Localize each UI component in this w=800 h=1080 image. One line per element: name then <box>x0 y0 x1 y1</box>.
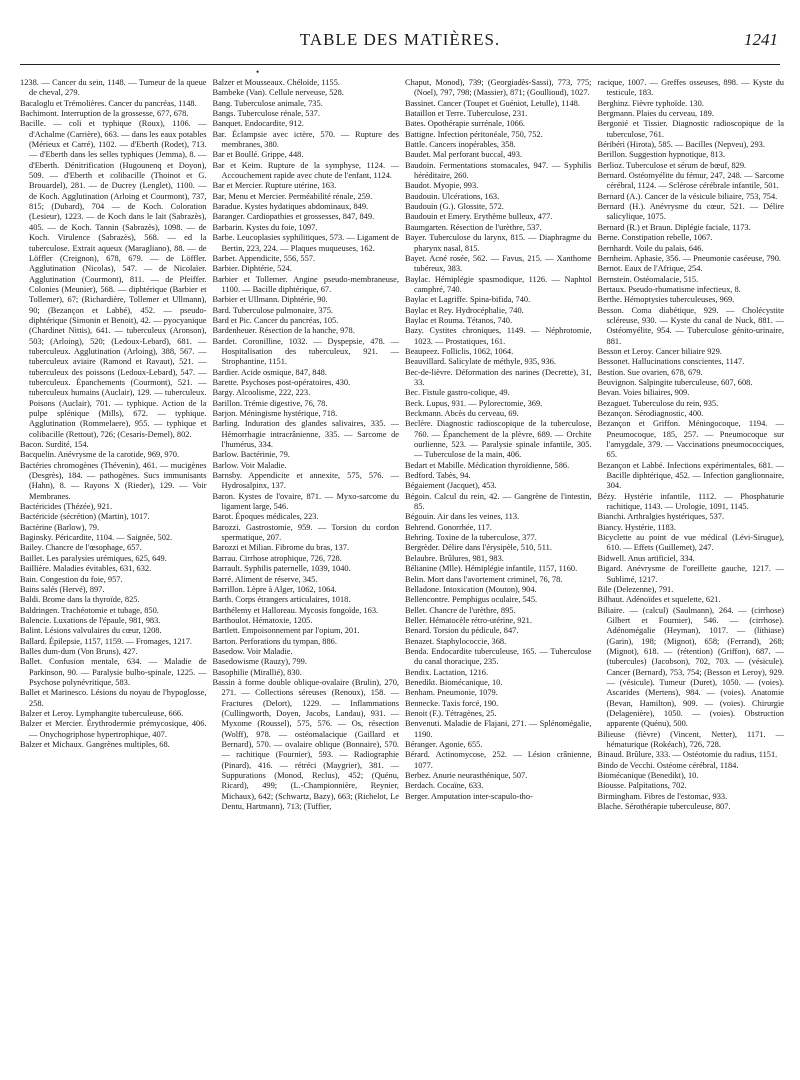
index-entry: Bard et Pic. Cancer du pancréas, 105. <box>212 315 339 325</box>
index-entry: Bacon. Surdité, 154. <box>20 440 89 450</box>
index-entry: Bacille. — coli et typhique (Roux), 1106. — d'Achalme (Carrière), 663. — dans les eaux potables (Mérieux et Carré), 1102. — d'Eberth (Rodet), 713. — d'Eberth dans les selles typhiques (Jemma), 8. — d'Eberth. Dénitrification (Hugounenq et Doyon), 509. — d'Eberth et colibacille (Thoinot et G. Brouardel), 281. — de Ducrey (Lenglet), 1100. — de Koch. Agglutination (Arloing et Courmont), 737, 815; (Dubard), 704 — de Koch. Coloration (Lesieur), 1223. — de Koch dans le lait (Sabrazès), 405. — de Koch. Tannin (Sabrazès), 1098. — de Koch. Virulence (Sabrazès), 568. — ed la tuberculose. Extrait aqueux (Maragliano), 88. — de Löffler (Creignon), 678, 679. — de Löffler. Agglutination (Nicolas), 547. — de Nicolaïer. Agglutination (Courmont), 811. — de Pfeiffer. Colonies (Meunier), 568. — diphtérique (Barbier et Tollemer), 67; (Richardière, Tollemer et Ullmann), 90; (Bezançon et Labbé), 452. — pseudo-diphtérique (Simonin et Benoit), 42. — pyocyanique (Chardinet Nittis), 641. — tuberculeux (Aronson), 503; (Arloing), 520; (Ledoux-Lebard), 681. — tuberculeux. Agglutination (Arloing), 388, 567. — tuberculeux aviaire (Ramond et Ravaut), 521. — tuberculeux des poissons (Ledoux-Lebard), 547. — tuberculeux. Épanchements (Courmont), 521. — tuberculeux humains (Auclair), 129. — tuberculeux. Poisons (Auclair), 701. — typhique. Action de la pulpe splénique (Mills), 672. — typhique. Agglutination (Rommelaere), 955. — typhique et colibacille (Rettout), 726; (Cesaris-Demel), 802. <box>20 119 207 439</box>
index-entry: 1238. — Cancer du sein, 1148. — Tumeur de la queue de cheval, 279. <box>20 78 207 98</box>
index-column-1 <box>20 78 207 1073</box>
index-entry: Bélianine (Mlle). Hémiplégie infantile, 1157, 1160. <box>405 564 578 574</box>
index-entry: Behring. Toxine de la tuberculose, 377. <box>405 533 537 543</box>
index-entry: Binaud. Brûlure, 333. — Ostéotomie du radius, 1151. <box>597 750 778 760</box>
index-entry: Bernstein. Ostéomalacie, 515. <box>597 274 699 284</box>
index-entry: Bérard. Actinomycose, 252. — Lésion crânienne, 1077. <box>405 750 592 770</box>
index-entry: Bar. Éclampsie avec ictère, 570. — Rupture des membranes, 380. <box>212 129 399 150</box>
index-entry: Benazet. Staphylococcie, 368. <box>405 636 507 646</box>
index-entry: Belin. Mort dans l'avortement criminel, 76, 78. <box>405 574 563 584</box>
index-entry: Bargy. Alcoolisme, 222, 223. <box>212 388 311 398</box>
page-number: 1241 <box>744 30 778 49</box>
index-entry: Bedford. Tabès, 94. <box>405 471 471 481</box>
index-entry: Beller. Hématocèle rétro-utérine, 921. <box>405 615 532 625</box>
index-entry: Benvenuti. Maladie de Flajani, 271. — Splénomégalie, 1190. <box>405 719 592 739</box>
index-entry: Bar et Mercier. Rupture utérine, 163. <box>212 181 337 191</box>
index-entry: Bailey. Chancre de l'œsophage, 657. <box>20 543 142 553</box>
index-entry: Biomécanique (Benedikt), 10. <box>597 771 699 781</box>
index-entry: Barthélemy et Halloreau. Mycosis fongoïde, 163. <box>212 605 379 615</box>
index-entry: Baradue. Kystes hydatiques abdominaux, 849. <box>212 202 369 212</box>
index-entry: Bataillon et Terre. Tuberculose, 231. <box>405 109 528 119</box>
index-entry: Béranger. Agonie, 655. <box>405 740 483 749</box>
index-entry: Barthoulot. Hématoxie, 1205. <box>212 615 313 625</box>
index-entry: Bertaux. Pseudo-rhumatisme infectieux, 8. <box>597 284 741 294</box>
index-entry: Bernheim. Aphasie, 356. — Pneumonie caséeuse, 790. <box>597 253 782 263</box>
index-entry: Bendix. Lactation, 1216. <box>405 667 489 677</box>
index-entry: Barbier. Diphtérie, 524. <box>212 264 292 274</box>
index-entry: Baudet. Mal perforant buccal, 493. <box>405 150 522 160</box>
index-entry: Berdach. Cocaïne, 633. <box>405 781 484 791</box>
index-entry: Bernhardt. Voile du palais, 646. <box>597 243 704 253</box>
index-entry: Basedowisme (Rauzy), 799. <box>212 657 307 667</box>
index-entry: Bellencontre. Pemphigus oculaire, 545. <box>405 595 538 605</box>
index-entry: Balzer et Mercier. Érythrodermie prémycosique, 406. — Onychogriphose hypertrophique, 407. <box>20 719 207 739</box>
index-entry: Ballet et Marinesco. Lésions du noyau de l'hypoglosse, 258. <box>20 688 207 708</box>
index-entry: Bile (Delezenne), 791. <box>597 584 674 594</box>
index-entry: Berbez. Anurie neurasthénique, 507. <box>405 771 528 781</box>
index-entry: Bézy. Hystérie infantile, 1112. — Phosphaturie rachitique, 1143. — Urologie, 1091, 1145. <box>597 491 784 512</box>
index-entry: Bezançon et Labbé. Infections expérimentales, 681. — Bacille diphtérique, 452. — Infection ganglionnaire, 304. <box>597 460 784 491</box>
index-entry: Bianchi. Arthralgies hystériques, 537. <box>597 512 725 522</box>
index-entry: Barrillon. Lèpre à Alger, 1062, 1064. <box>212 584 337 594</box>
index-entry: Bayer. Tuberculose du larynx, 815. — Diaphragme du pharynx nasal, 815. <box>405 233 592 253</box>
index-entry: Bessonet. Hallucinations conscientes, 1147. <box>597 357 745 367</box>
index-entry: Bangs. Tuberculose rénale, 537. <box>212 109 320 119</box>
index-entry: Bezaguet. Tuberculose du rein, 935. <box>597 398 719 408</box>
index-entry: Bernot. Eaux de l'Afrique, 254. <box>597 264 703 274</box>
index-entry: Beck. Lupus, 931. — Pylorectomie, 369. <box>405 398 543 408</box>
index-entry: Bernard (H.). Anévrysme du cœur, 521. — Délire salicylique, 1075. <box>597 202 784 222</box>
index-entry: Beaupeez. Folliclis, 1062, 1064. <box>405 346 514 356</box>
index-entry: Barbarin. Kystes du foie, 1097. <box>212 222 318 232</box>
index-entry: Bilieuse (fièvre) (Vincent, Netter), 1171. — hématurique (Rokéach), 726, 728. <box>597 729 784 749</box>
index-entry: racique, 1007. — Greffes osseuses, 898. — Kyste du testicule, 183. <box>597 78 784 98</box>
index-entry: Bardenheuer. Résection de la hanche, 978. <box>212 326 355 336</box>
index-entry: Bardet. Coronilline, 1032. — Dyspepsie, 478. — Hospitalisation des tuberculeux, 921. — Strophantine, 1151. <box>212 336 399 367</box>
index-entry: Baylac. Hémiplégie spasmodique, 1126. — Naphtol camphré, 740. <box>405 274 592 294</box>
index-entry: Berghinz. Fièvre typhoïde. 130. <box>597 98 704 108</box>
index-entry: Baudouin. Ulcérations, 163. <box>405 191 500 201</box>
index-entry: Bazy. Cystites chroniques, 1149. — Néphrotomie, 1023. — Prostatiques, 161. <box>405 326 592 346</box>
index-entry: Barbier et Tollemer. Angine pseudo-membraneuse, 1100. — Bacille diphtérique, 67. <box>212 274 399 294</box>
index-entry: Bactéricides (Thézée), 921. <box>20 502 113 512</box>
index-entry: Bernard. Ostéomyélite du fémur, 247, 248. — Sarcome cérébral, 1124. — Sclérose cérébrale infantile, 501. <box>597 171 784 191</box>
index-entry: Barling. Induration des glandes salivaires, 335. — Hémorrhagie intracrânienne, 335. — Sarcome de l'humérus, 334. <box>212 419 399 450</box>
index-entry: Bactéries chromogènes (Thévenin), 461. — mucigènes (Desgrès), 184. — pathogènes. Sucs immunisants (Hahn), 8. — Rayons X (Rieder), 129. — Voir Membranes. <box>20 460 207 501</box>
index-entry: Bard. Tuberculose pulmonaire, 375. <box>212 305 333 315</box>
index-entry: Benham. Pneumonie, 1079. <box>405 688 498 698</box>
index-entry: Bain. Congestion du foie, 957. <box>20 574 123 584</box>
index-entry: Baylac et Lagriffe. Spina-bifida, 740. <box>405 295 531 305</box>
index-entry: Berthe. Hémoptysies tuberculeuses, 969. <box>597 295 735 305</box>
index-entry: Bactéricide (sécrétion) (Martin), 1017. <box>20 512 150 522</box>
index-column-3 <box>405 78 592 1073</box>
index-entry: Bevan. Voies biliaires, 909. <box>597 388 690 398</box>
index-entry: Benoit (F.). Tétragènes, 25. <box>405 708 497 718</box>
index-entry: Baudouin et Emery. Erythème bulleux, 477. <box>405 212 553 222</box>
index-entry: Bégoin. Calcul du rein, 42. — Gangrène de l'intestin, 85. <box>405 491 592 512</box>
index-entry: Bec. Fistule gastro-colique, 49. <box>405 388 510 398</box>
index-entry: Bilhaut. Adénoïdes et squelette, 621. <box>597 595 721 605</box>
index-entry: Barot. Époques médicales, 223. <box>212 512 319 522</box>
index-entry: Beuvignon. Salpingite tuberculeuse, 607, 608. <box>597 377 753 387</box>
index-entry: Barette. Psychoses post-opératoires, 430. <box>212 377 351 387</box>
index-entry: Bestion. Sue ovarien, 678, 679. <box>597 367 703 377</box>
index-entry: Bates. Opothérapie surrénale, 1066. <box>405 119 526 129</box>
index-entry: Bambeke (Van). Cellule nerveuse, 528. <box>212 88 344 98</box>
index-entry: Baudouin (G.). Glossite, 572. <box>405 202 504 212</box>
index-entry: Bezançon et Griffon. Méningocoque, 1194. — Pneumocoque, 185, 257. — Pneumocoque sur l'amygdale, 379. — Vaccinations pneumococciques, 65. <box>597 419 784 460</box>
index-entry: Behrend. Gonorrhée, 117. <box>405 522 492 532</box>
index-entry: Barjon. Méningisme hystérique, 718. <box>212 409 338 418</box>
index-entry: Bedart et Mabille. Médication thyroïdienne, 586. <box>405 460 570 470</box>
index-entry: Bégouin. Air dans les veines, 113. <box>405 512 520 522</box>
index-entry: Bayet. Acné rosée, 562. — Favus, 215. — Xanthome tubéreux, 383. <box>405 253 592 274</box>
index-entry: Barnsby. Appendicite et annexite, 575, 576. — Hydrosalpinx, 137. <box>212 471 399 491</box>
index-entry: Beckmann. Abcès du cerveau, 69. <box>405 409 519 418</box>
index-entry: Barillon. Trémie digestive, 76, 78. <box>212 398 328 408</box>
index-entry: Biancy. Hystérie, 1183. <box>597 522 676 532</box>
index-entry: Bezançon. Sérodiagnostic, 400. <box>597 409 704 418</box>
index-entry: Chaput, Monod), 739; (Georgiadès-Sassi), 773, 775; (Noel), 797, 798; (Massier), 871; (Goullioud), 1027. <box>405 78 592 98</box>
index-entry: Baginsky. Péricardite, 1104. — Saignée, 502. <box>20 533 173 543</box>
index-entry: Bindo de Vecchi. Ostéome cérébral, 1184. <box>597 760 739 770</box>
index-entry: Ballet. Confusion mentale, 634. — Maladie de Parkinson, 90. — Paralysie bulbo-spinale, 1225. — Psychose polynévritique, 583. <box>20 657 207 687</box>
index-entry: Bar et Boullé. Grippe, 448. <box>212 150 304 160</box>
index-columns <box>20 78 784 1073</box>
index-entry: Benard. Torsion du pédicule, 847. <box>405 626 519 636</box>
index-entry: Berger. Amputation inter-scapulo-tho- <box>405 791 533 801</box>
index-entry: Banquet. Endocardite, 912. <box>212 119 304 129</box>
index-entry: Balzer et Leroy. Lymphangite tuberculeuse, 666. <box>20 708 184 718</box>
index-entry: Barbe. Leucoplasies syphilitiques, 573. — Ligament de Bertin, 223, 224. — Plaques muqueuses, 162. <box>212 233 399 253</box>
ornament-dot: • <box>256 67 260 77</box>
index-entry: Beclère. Diagnostic radioscopique de la tuberculose, 760. — Épanchement de la plèvre, 689. — Orchite ourlienne, 523. — Paralysie spinale infantile, 305. — Tuberculose de la main, 406. <box>405 419 592 460</box>
index-entry: Baudot. Myopie, 993. <box>405 181 479 191</box>
index-entry: Barrau. Cirrhose atrophique, 726, 728. <box>212 553 342 563</box>
index-column-4 <box>598 78 785 1073</box>
index-entry: Bergrèder. Délire dans l'érysipèle, 510, 511. <box>405 543 552 553</box>
index-entry: Beauvillard. Salicylate de méthyle, 935, 936. <box>405 357 556 367</box>
index-entry: Bartlett. Empoisonnement par l'opium, 201. <box>212 626 360 636</box>
index-entry: Besson et Leroy. Cancer biliaire 929. <box>597 346 722 356</box>
index-entry: Bacaloglu et Trémolières. Cancer du pancréas, 1148. <box>20 98 197 108</box>
header-rule <box>20 64 780 65</box>
index-entry: Barlow. Voir Maladie. <box>212 460 287 470</box>
index-entry: Bernard (A.). Cancer de la vésicule biliaire, 753, 754. <box>597 191 778 201</box>
index-entry: Berillon. Suggestion hypnotique, 813. <box>597 150 725 160</box>
page-title: TABLE DES MATIÈRES. <box>299 30 501 49</box>
index-entry: Baillet. Les paralysies urémiques, 625, 649. <box>20 553 167 563</box>
index-entry: Bardier. Acide osmique, 847, 848. <box>212 367 327 377</box>
index-entry: Bar, Menu et Mercier. Perméabilité rénale, 259. <box>212 191 373 201</box>
index-entry: Benda. Endocardite tuberculeuse, 165. — Tuberculose du canal thoracique, 235. <box>405 646 592 667</box>
index-entry: Basedow. Voir Maladie. <box>212 646 293 656</box>
index-entry: Baldringen. Trachéotomie et tubage, 850. <box>20 605 159 615</box>
index-entry: Bains salés (Hervé), 897. <box>20 584 105 594</box>
index-entry: Barbet. Appendicite, 556, 557. <box>212 253 316 263</box>
index-entry: Barré. Aliment de réserve, 345. <box>212 574 318 584</box>
index-entry: Besson. Coma diabétique, 929. — Cholécystite scléreuse, 930. — Kyste du canal de Nuck, 881. — Ostéomyélite, 954. — Tuberculose génito-urinaire, 881. <box>597 305 784 346</box>
index-entry: Basophilie (Mirallié), 830. <box>212 667 302 677</box>
index-entry: Barbier et Ullmann. Diphtérie, 90. <box>212 295 328 305</box>
index-entry: Balzer et Mousseaux. Chéloïde, 1155. <box>212 78 340 87</box>
index-entry: Biliaire. — (calcul) (Saulmann), 264. — (cirrhose) Gilbert et Fournier), 546. — (cirrhose). Adénomégalie (Heyman), 1017. — (lithiase) (Garin), 198; (Mignot), 658; (Ferrand), 268; (Mignot), 618. — (rétention) (Griffon), 687. — (tubercules) (Jacobson), 702, 703. — (vésicule). Cancer (Bernard), 753, 754; (Besson et Leroy), 929. — (vésicule). Tumeur (Duret), 1050. — (voies). Ascarides (Mertens), 984. — (voies). Anatomie (Bevan, Hamilton), 909. — (voies). Chirurgie (Delagenière), 1050. — (voies). Obstruction apparente (Quénu), 500. <box>597 605 784 729</box>
index-entry: Béribéri (Hirota), 585. — Bacilles (Nepveu), 293. <box>597 140 765 150</box>
index-entry: Battle. Cancers inopérables, 358. <box>405 140 516 150</box>
index-entry: Bacquelin. Anévrysme de la carotide, 969, 970. <box>20 450 180 460</box>
index-entry: Bar et Keim. Rupture de la symphyse, 1124. — Accouchement rapide avec chute de l'enfant, 1124. <box>212 160 399 181</box>
index-entry: Bidwell. Anus artificiel, 334. <box>597 553 695 563</box>
index-entry: Bactérine (Barlow), 79. <box>20 522 100 532</box>
index-entry: Bicyclette au point de vue médical (Lévi-Sirugue), 610. — Effets (Guillemet), 247. <box>597 533 784 553</box>
index-entry: Baldi. Brome dans la thyroïde, 825. <box>20 595 140 605</box>
index-entry: Bassinet. Cancer (Toupet et Guéniot, Letulle), 1148. <box>405 98 580 108</box>
index-entry: Berne. Constipation rebelle, 1067. <box>597 233 713 243</box>
index-entry: Barton. Perforations du tympan, 886. <box>212 636 337 646</box>
index-entry: Baylac et Rey. Hydrocéphalie, 740. <box>405 305 524 315</box>
index-entry: Belladone. Intoxication (Mouton), 904. <box>405 584 537 594</box>
index-entry: Battigne. Infection péritonéale, 750, 752. <box>405 129 543 139</box>
index-entry: Blache. Sérothérapie tuberculeuse, 807. <box>597 802 731 812</box>
index-entry: Bang. Tuberculose animale, 735. <box>212 98 323 108</box>
index-entry: Barth. Corps étrangers articulaires, 1018. <box>212 595 351 605</box>
index-entry: Ballard. Épilepsie, 1157, 1159. — Fromages, 1217. <box>20 636 192 646</box>
index-entry: Baudoin. Fermentations stomacales, 947. — Syphilis héréditaire, 260. <box>405 160 592 181</box>
index-entry: Balles dum-dum (Von Bruns), 427. <box>20 646 138 656</box>
index-entry: Bennecke. Taxis forcé, 190. <box>405 698 499 708</box>
index-entry: Barozzi et Milian. Fibrome du bras, 137. <box>212 543 350 553</box>
index-entry: Bec-de-lièvre. Déformation des narines (Decrette), 31, 33. <box>405 367 592 387</box>
index-entry: Balint. Lésions valvulaires du cœur, 1208. <box>20 626 162 636</box>
index-entry: Benedikt. Biomécanique, 10. <box>405 677 503 687</box>
index-entry: Baumgarten. Résection de l'urèthre, 537. <box>405 222 542 232</box>
index-entry: Balencie. Luxations de l'épaule, 981, 983. <box>20 615 161 625</box>
index-entry: Barlow. Bactérinie, 79. <box>212 450 290 460</box>
index-entry: Barrault. Syphilis paternelle, 1039, 1040. <box>212 564 351 574</box>
index-entry: Berlioz. Tuberculose et sérum de bœuf, 829. <box>597 160 747 170</box>
index-entry: Baranger. Cardiopathies et grossesses, 847, 849. <box>212 212 375 222</box>
index-entry: Baron. Kystes de l'ovaire, 871. — Myxo-sarcome du ligament large, 546. <box>212 491 399 512</box>
index-entry: Biousse. Palpitations, 702. <box>597 781 687 791</box>
index-entry: Bergmann. Plaies du cerveau, 189. <box>597 109 714 119</box>
index-entry: Bigard. Anévrysme de l'oreillette gauche, 1217. — Sublimé, 1217. <box>597 564 784 584</box>
index-entry: Bernard (R.) et Braun. Diplégie faciale, 1173. <box>597 222 751 232</box>
index-column-2 <box>213 78 400 1073</box>
index-entry: Bégaiement (Jacquet), 453. <box>405 481 497 491</box>
index-entry: Bassin à forme double oblique-ovalaire (Brulin), 270, 271. — Collections séreuses (Renoux), 158. — Fractures (Delort), 1229. — Inflammations (Cullingworth, Doyen, Jacobs, Landau), 931. — Myxome (Roussel), 575, 576. — Os, résection (Wolff), 978. — ostéomalacique (Gaillard et Bernard), 570. — ovalaire oblique (Bonnaire), 570. — rachitique (Fournier), 593. — Radiographie (Pinard), 416. — rétréci (Maygrier), 381. — Suppurations (Monod, Reclus), 452; (Quénu, Ricard), 499; (L.-Championnière, Reynier, Michaux), 642; (Schwartz, Bazy), 663; (Richelot, Le Dentu, Hartmann), 713; (Tuffier, <box>212 677 399 812</box>
index-entry: Birmingham. Fibres de l'estomac, 933. <box>597 791 728 801</box>
index-entry: Belaubre. Brûlures, 981, 983. <box>405 553 504 563</box>
index-entry: Bachimont. Interruption de la grossesse, 677, 678. <box>20 109 189 119</box>
index-entry: Baillière. Maladies évitables, 631, 632. <box>20 564 152 574</box>
index-entry: Bergonié et Tissier. Diagnostic radioscopique de la tuberculose, 761. <box>597 119 784 139</box>
index-entry: Balzer et Michaux. Gangrènes multiples, 68. <box>20 740 170 749</box>
index-entry: Baylac et Rouma. Tétanos, 740. <box>405 315 513 325</box>
index-entry: Bellet. Chancre de l'urèthre, 895. <box>405 605 516 615</box>
index-entry: Barozzi. Gastrostomie, 959. — Torsion du cordon spermatique, 207. <box>212 522 399 543</box>
